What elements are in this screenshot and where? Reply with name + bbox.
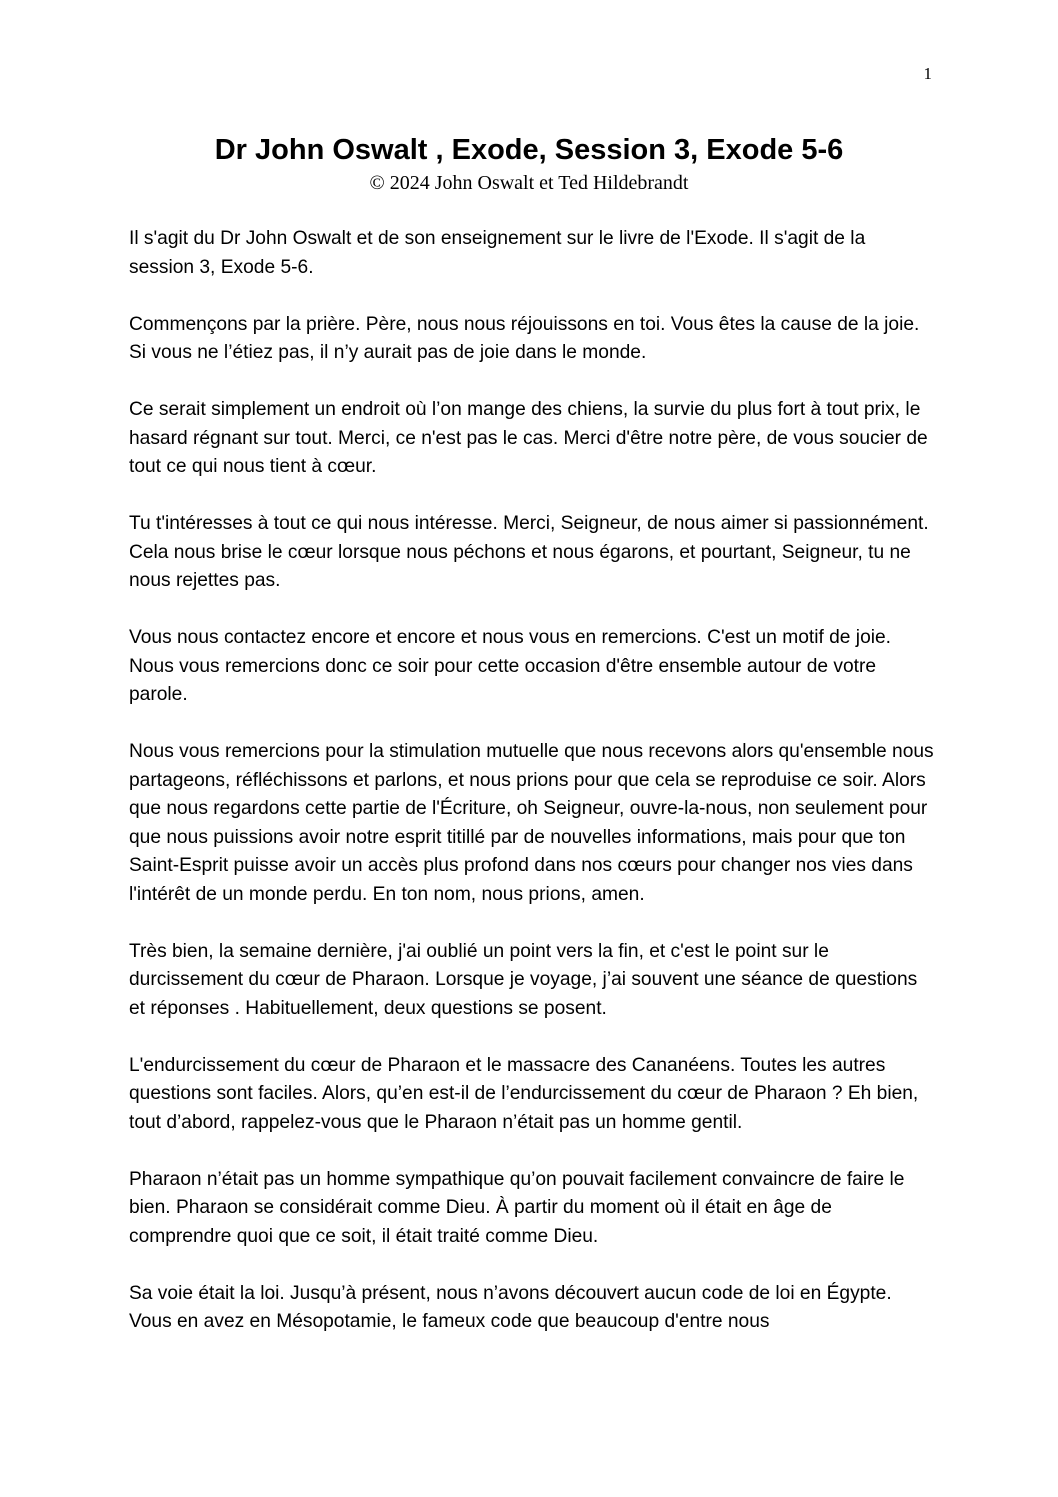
document-title: Dr John Oswalt , Exode, Session 3, Exode 5-6 [214,134,844,166]
copyright-line: © 2024 John Oswalt et Ted Hildebrandt [369,172,689,194]
paragraph: Vous nous contactez encore et encore et nous vous en remercions. C'est un motif de joie. Nous vous remercions donc ce soir pour cette occasion d'être ensemble autour de votre parole. [129,627,891,705]
document-header [0,130,1058,196]
paragraph: Pharaon n’était pas un homme sympathique qu’on pouvait facilement convaincre de faire le bien. Pharaon se considérait comme Dieu. À partir du moment où il était en âge de comprendre quoi que ce soit, il était traité comme Dieu. [129,1168,905,1247]
paragraph: L'endurcissement du cœur de Pharaon et le massacre des Cananéens. Toutes les autres questions sont faciles. Alors, qu’en est-il de l’endurcissement du cœur de Pharaon ? Eh bien, tout d’abord, rappelez-vous que le Pharaon n’était pas un homme gentil. [129,1054,919,1133]
paragraph: Sa voie était la loi. Jusqu’à présent, nous n’avons découvert aucun code de loi en Égypte. Vous en avez en Mésopotamie, le fameux code que beaucoup d'entre nous [129,1282,892,1332]
paragraph: Très bien, la semaine dernière, j'ai oublié un point vers la fin, et c'est le point sur le durcissement du cœur de Pharaon. Lorsque je voyage, j’ai souvent une séance de questions et réponses . Habituellement, deux questions se posent. [129,940,918,1019]
paragraph: Il s'agit du Dr John Oswalt et de son enseignement sur le livre de l'Exode. Il s'agit de la session 3, Exode 5-6. [129,228,866,278]
document-body [129,225,934,1365]
paragraph: Tu t'intéresses à tout ce qui nous intéresse. Merci, Seigneur, de nous aimer si passionnément. Cela nous brise le cœur lorsque nous péchons et nous égarons, et pourtant, Seigneur, tu ne nous rejettes pas. [129,513,929,591]
paragraph: Nous vous remercions pour la stimulation mutuelle que nous recevons alors qu'ensemble nous partageons, réfléchissons et parlons, et nous prions pour que cela se reproduise ce soir. Alors que nous regardons cette partie de l'Écriture, oh Seigneur, ouvre-la-nous, non seulement pour que nous puissions avoir notre esprit titillé par de nouvelles informations, mais pour que ton Saint-Esprit puisse avoir un accès plus profond dans nos cœurs pour changer nos vies dans l'intérêt de un monde perdu. En ton nom, nous prions, amen. [129,741,934,905]
page-number: 1 [923,64,932,83]
paragraph: Commençons par la prière. Père, nous nous réjouissons en toi. Vous êtes la cause de la joie. Si vous ne l’étiez pas, il n’y aurait pas de joie dans le monde. [129,313,920,363]
paragraph: Ce serait simplement un endroit où l’on mange des chiens, la survie du plus fort à tout prix, le hasard régnant sur tout. Merci, ce n'est pas le cas. Merci d'être notre père, de vous soucier de tout ce qui nous tient à cœur. [129,399,928,477]
